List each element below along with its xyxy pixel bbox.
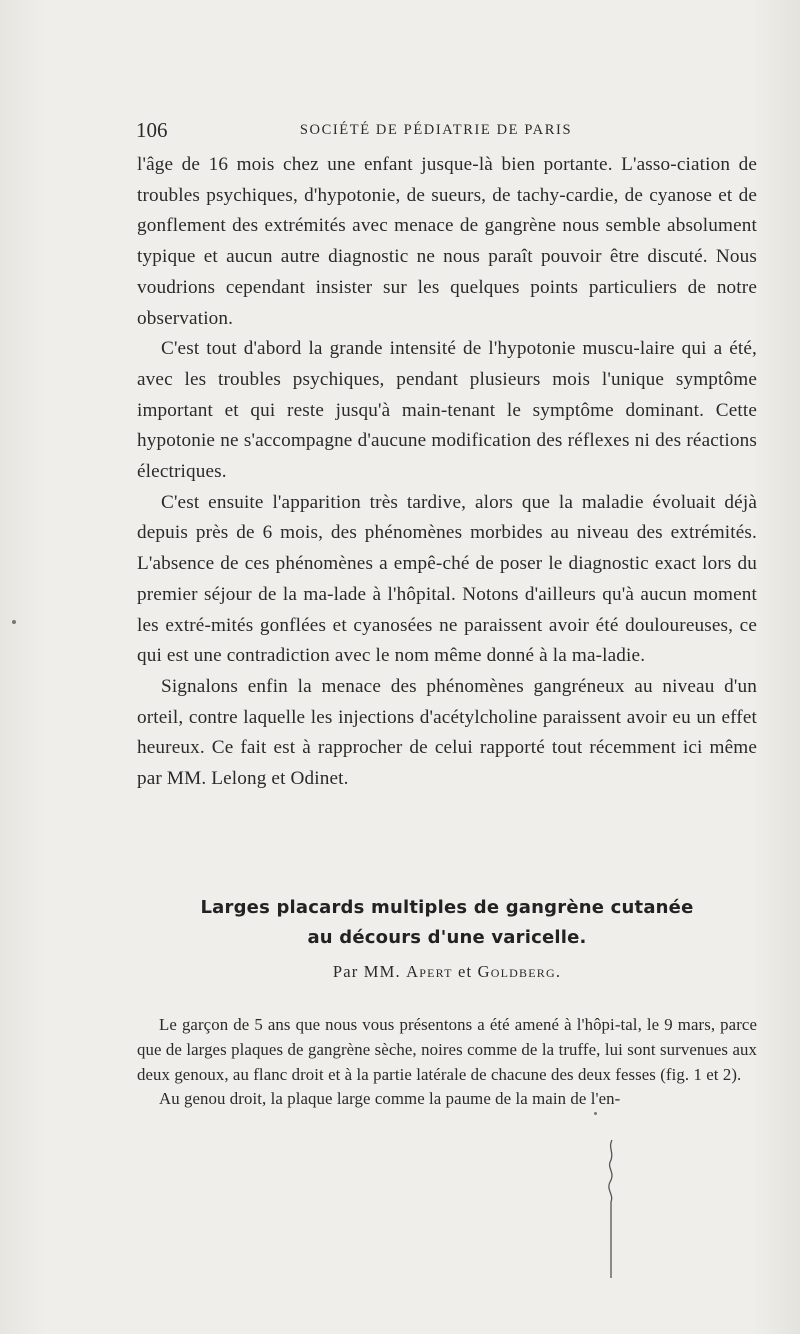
authors-prefix: Par MM. [332, 962, 401, 981]
pencil-mark-icon [592, 1138, 632, 1278]
speck-mark [594, 1112, 597, 1115]
paragraph-4: Signalons enfin la menace des phénomènes gangréneux au niveau d'un orteil, contre laquelle les injections d'acétylcholine paraissent avoir eu un effet heureux. Ce fait est à rapprocher de celui rapporté tout récemment ici même par MM. Lelong et Odinet. [137, 675, 757, 790]
article-authors [137, 962, 757, 982]
article-body [137, 1013, 757, 1112]
paragraph-3: C'est ensuite l'apparition très tardive, alors que la maladie évoluait déjà depuis près de 6 mois, des phénomènes morbides au niveau des extrémités. L'absence de ces phénomènes a empê-ché de poser le diagnostic exact lors du premier séjour de la ma-lade à l'hôpital. Notons d'ailleurs qu'à aucun moment les extré-mités gonflées et cyanosées ne paraissent avoir été douloureuses, ce qui est une contradiction avec le nom même donné à la ma-ladie. [137, 491, 757, 667]
author-goldberg: Goldberg. [477, 962, 562, 981]
journal-title: SOCIÉTÉ DE PÉDIATRIE DE PARIS [299, 122, 573, 138]
speck-mark [12, 620, 16, 624]
authors-join: et [458, 962, 473, 981]
paragraph-1: l'âge de 16 mois chez une enfant jusque-là bien portante. L'asso-ciation de troubles psychiques, d'hypotonie, de sueurs, de tachy-cardie, de cyanose et de gonflement des extrémités avec menace de gangrène nous semble absolument typique et aucun autre diagnostic ne nous paraît pouvoir être discuté. Nous voudrions cependant insister sur les quelques points particuliers de notre observation. [137, 154, 757, 329]
page-number: 106 [136, 118, 168, 142]
paragraph-2: C'est tout d'abord la grande intensité de l'hypotonie muscu-laire qui a été, avec les troubles psychiques, pendant plusieurs mois l'unique symptôme important et qui reste jusqu'à main-tenant le symptôme dominant. Cette hypotonie ne s'accompagne d'aucune modification des réflexes ni des réactions électriques. [137, 338, 757, 483]
article-title [137, 893, 757, 953]
article-paragraph-2: Au genou droit, la plaque large comme la paume de la main de l'en- [159, 1089, 621, 1109]
author-apert: Apert [406, 962, 453, 981]
article-title-line-2: au décours d'une varicelle. [307, 927, 587, 948]
article-paragraph-1: Le garçon de 5 ans que nous vous présentons a été amené à l'hôpi-tal, le 9 mars, parce que de larges plaques de gangrène sèche, noires comme de la truffe, lui sont survenues aux deux genoux, au flanc droit et à la partie latérale de chacune des deux fesses (fig. 1 et 2). [137, 1015, 757, 1084]
body-text [137, 150, 757, 795]
running-head [136, 118, 756, 144]
article-title-line-1: Larges placards multiples de gangrène cutanée [200, 897, 694, 918]
